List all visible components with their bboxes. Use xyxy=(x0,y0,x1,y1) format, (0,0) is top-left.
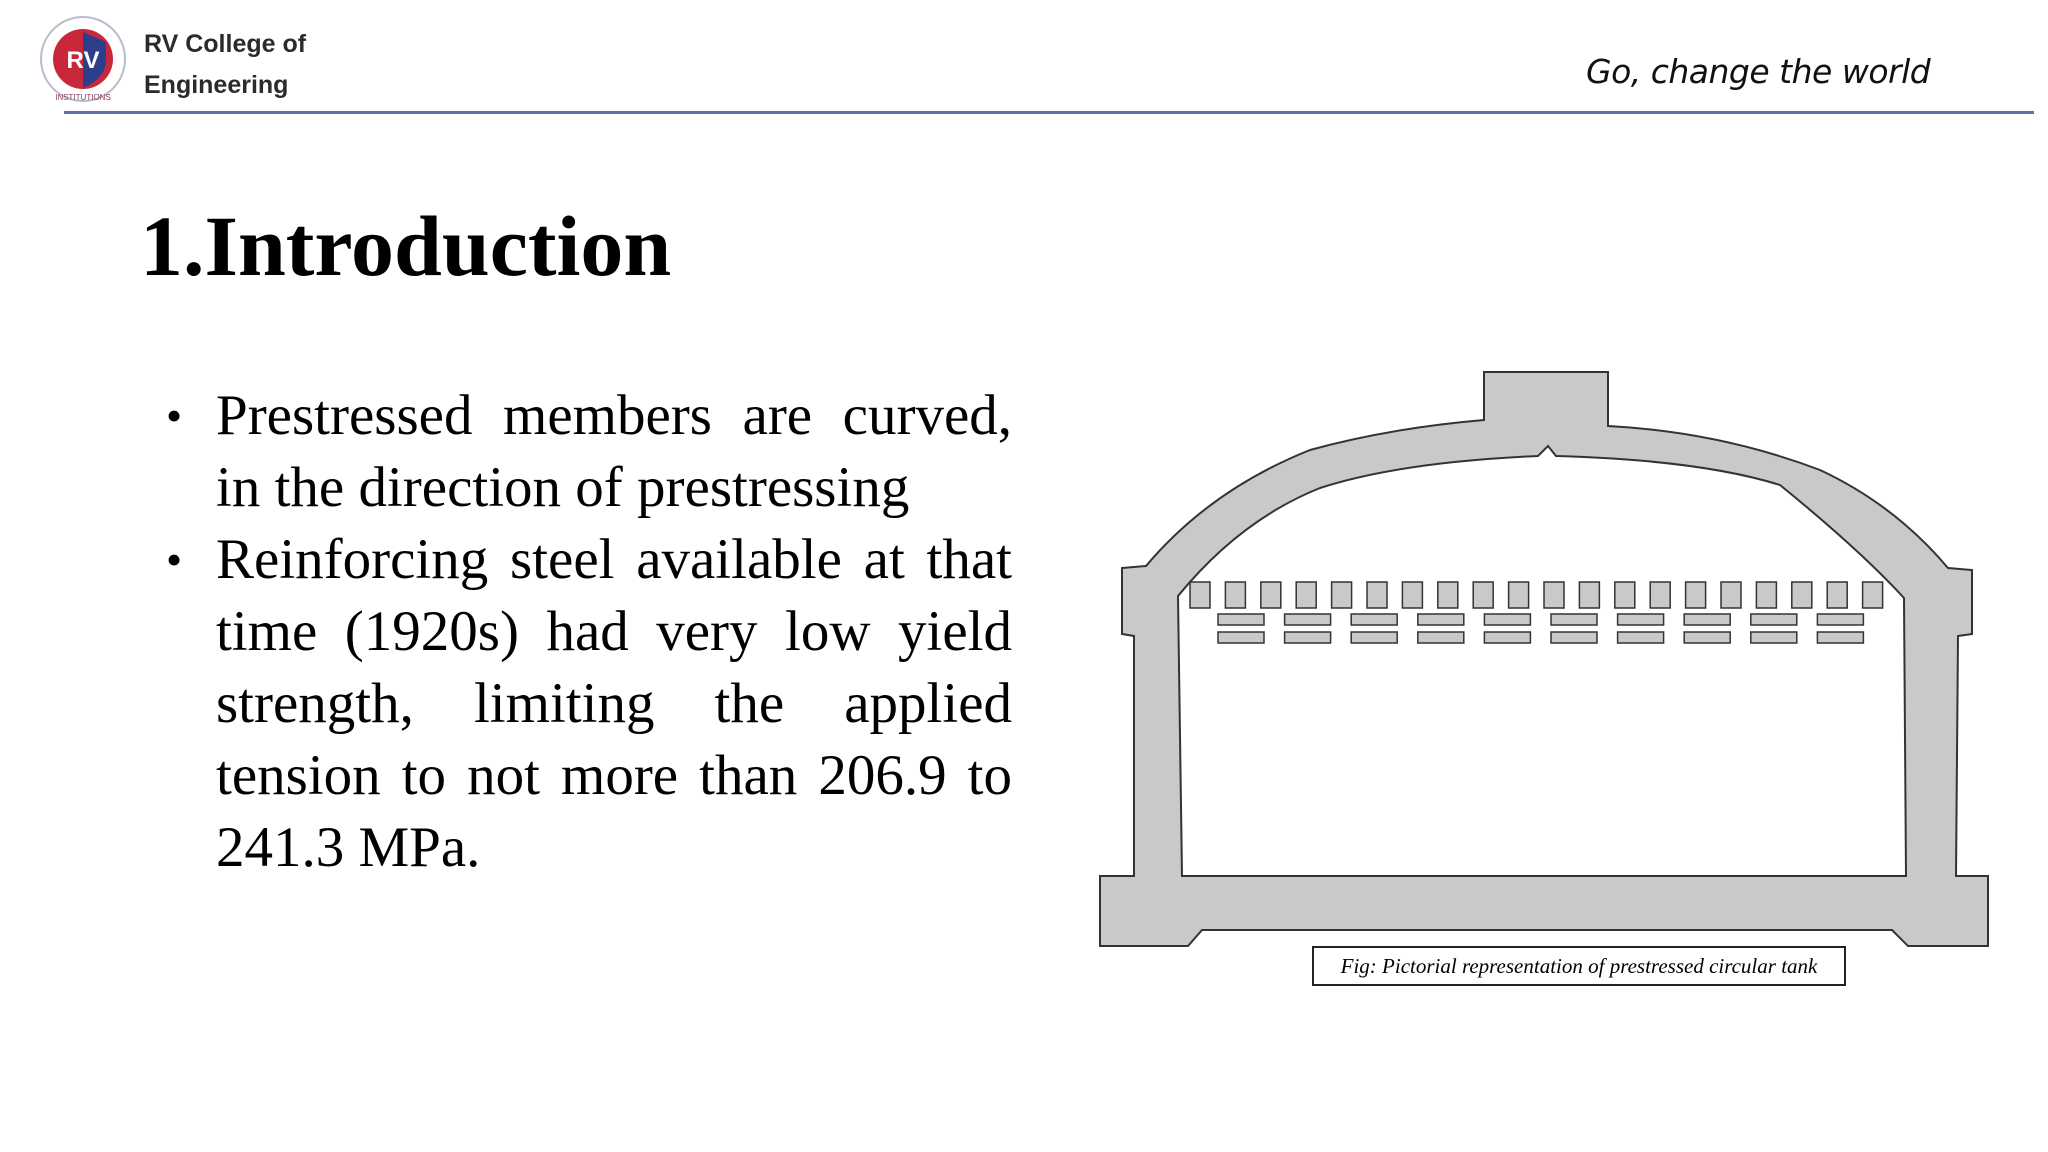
tendon-bar xyxy=(1285,614,1331,625)
slide-header xyxy=(0,0,2048,120)
tendon-bar xyxy=(1817,632,1863,643)
tendon-bar xyxy=(1817,614,1863,625)
tendon-square xyxy=(1650,582,1670,608)
tendon-square xyxy=(1721,582,1741,608)
college-name-line2: Engineering xyxy=(144,71,289,99)
tendon-group xyxy=(1190,582,1883,643)
tendon-square xyxy=(1863,582,1883,608)
figure-caption: Fig: Pictorial representation of prestressed circular tank xyxy=(1312,946,1846,986)
tendon-square xyxy=(1756,582,1776,608)
college-name-line1: RV College of xyxy=(144,30,307,58)
bullet-item xyxy=(160,524,1012,884)
tendon-bar xyxy=(1351,632,1397,643)
tendon-bar xyxy=(1218,614,1264,625)
tendon-bar xyxy=(1751,632,1797,643)
tank-section xyxy=(1100,372,1988,946)
tendon-square xyxy=(1261,582,1281,608)
bullet-list xyxy=(160,380,1012,884)
tendon-bar xyxy=(1751,614,1797,625)
tendon-bar xyxy=(1618,632,1664,643)
tendon-square xyxy=(1686,582,1706,608)
tendon-bar xyxy=(1551,614,1597,625)
tendon-bar xyxy=(1684,632,1730,643)
bullet-text: Prestressed members are curved, in the direction of prestressing xyxy=(216,384,1012,519)
logo-ring-text: INSTITUTIONS xyxy=(55,93,111,102)
tendon-bar xyxy=(1484,632,1530,643)
tendon-square xyxy=(1367,582,1387,608)
tendon-bar xyxy=(1484,614,1530,625)
bullet-marker: • xyxy=(166,534,183,585)
bullet-marker: • xyxy=(166,390,183,441)
tendon-square xyxy=(1296,582,1316,608)
tendon-square xyxy=(1190,582,1210,608)
tendon-square xyxy=(1509,582,1529,608)
tendon-square xyxy=(1402,582,1422,608)
tendon-bar xyxy=(1351,614,1397,625)
tendon-square xyxy=(1473,582,1493,608)
college-name xyxy=(144,24,306,106)
tendon-bar xyxy=(1218,632,1264,643)
tendon-bar xyxy=(1618,614,1664,625)
tendon-square xyxy=(1615,582,1635,608)
header-divider xyxy=(64,111,2034,114)
tagline: Go, change the world xyxy=(1586,52,1931,91)
logo-monogram: RV xyxy=(66,47,100,74)
circular-tank-figure xyxy=(1094,366,1994,956)
tendon-bar xyxy=(1418,632,1464,643)
tendon-bar xyxy=(1418,614,1464,625)
tendon-square xyxy=(1544,582,1564,608)
tendon-square xyxy=(1792,582,1812,608)
rv-logo xyxy=(38,14,128,104)
tendon-square xyxy=(1827,582,1847,608)
bullet-item xyxy=(160,380,1012,524)
tendon-bar xyxy=(1285,632,1331,643)
tendon-square xyxy=(1225,582,1245,608)
tendon-square xyxy=(1332,582,1352,608)
bullet-text: Reinforcing steel available at that time (1920s) had very low yield strength, limiting the applied tension to not more than 206.9 to 241.3 MPa. xyxy=(216,528,1012,879)
slide-title: 1.Introduction xyxy=(140,198,672,294)
tendon-square xyxy=(1438,582,1458,608)
tendon-bar xyxy=(1684,614,1730,625)
tendon-bar xyxy=(1551,632,1597,643)
tendon-square xyxy=(1579,582,1599,608)
